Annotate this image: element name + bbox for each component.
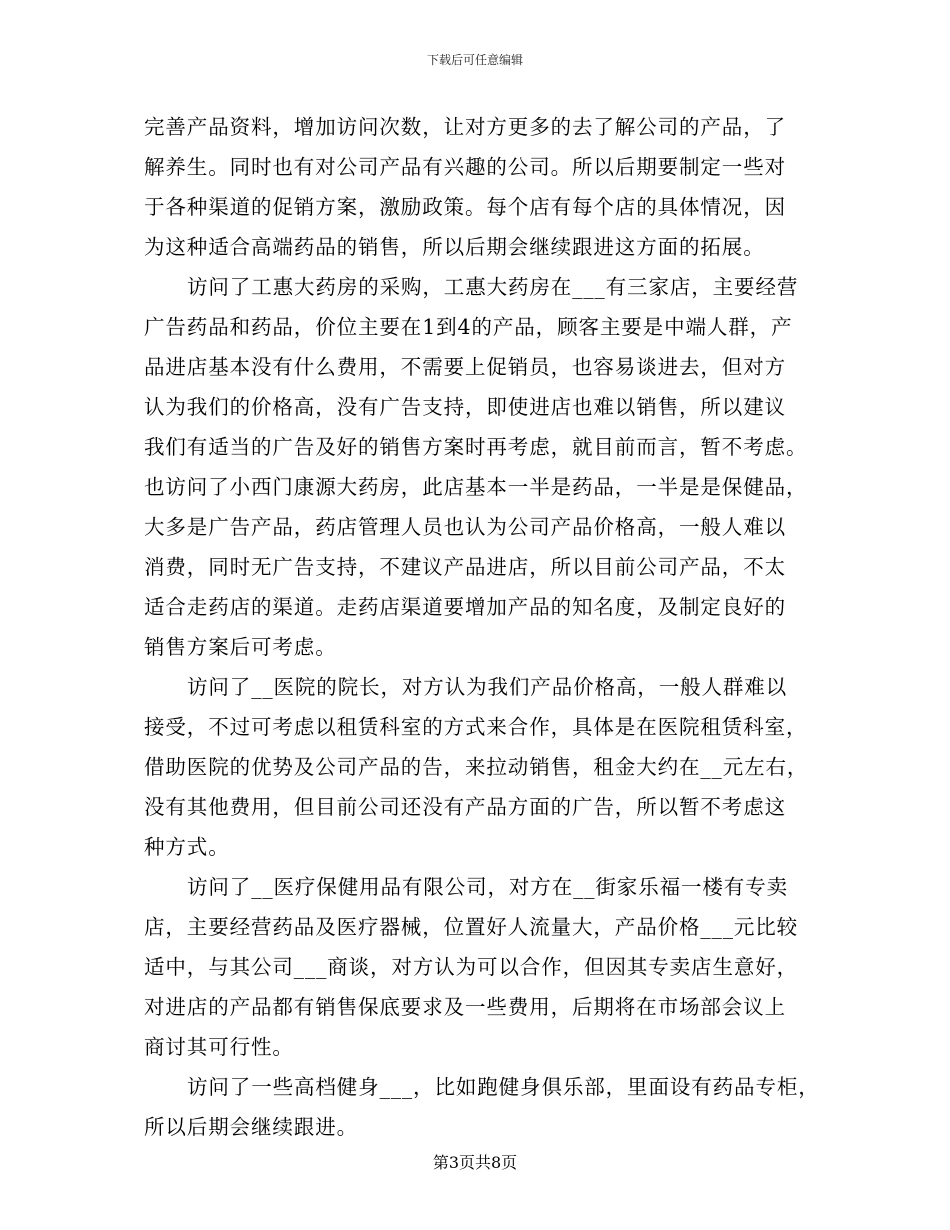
text-line: 广告药品和药品，价位主要在1到4的产品，顾客主要是中端人群，产	[144, 315, 793, 339]
paragraph-first-line: 访问了__医疗保健用品有限公司，对方在__街家乐福一楼有专卖	[187, 875, 788, 899]
text-line: 借助医院的优势及公司产品的告，来拉动销售，租金大约在__元左右，	[144, 755, 809, 779]
paragraph-first-line: 访问了__医院的院长，对方认为我们产品价格高，一般人群难以	[187, 675, 788, 699]
text-line: 完善产品资料，增加访问次数，让对方更多的去了解公司的产品，了	[144, 115, 786, 139]
page-number: 第3页共8页	[432, 1153, 518, 1172]
text-line: 解养生。同时也有对公司产品有兴趣的公司。所以后期要制定一些对	[144, 155, 786, 179]
text-line: 于各种渠道的促销方案，激励政策。每个店有每个店的具体情况，因	[144, 195, 786, 219]
text-line: 适中，与其公司___商谈，对方认为可以合作，但因其专卖店生意好，	[144, 955, 799, 979]
text-line: 商讨其可行性。	[144, 1035, 294, 1059]
text-line: 销售方案后可考虑。	[144, 635, 337, 659]
text-line: 接受，不过可考虑以租赁科室的方式来合作，具体是在医院租赁科室，	[144, 715, 808, 739]
text-line: 对进店的产品都有销售保底要求及一些费用，后期将在市场部会议上	[144, 995, 786, 1019]
text-line: 店，主要经营药品及医疗器械，位置好人流量大，产品价格___元比较	[144, 915, 799, 939]
text-line: 品进店基本没有什么费用，不需要上促销员，也容易谈进去，但对方	[144, 355, 786, 379]
text-line: 也访问了小西门康源大药房，此店基本一半是药品，一半是是保健品，	[144, 475, 808, 499]
text-line: 所以后期会继续跟进。	[144, 1115, 358, 1139]
text-line: 为这种适合高端药品的销售，所以后期会继续跟进这方面的拓展。	[144, 235, 765, 259]
text-line: 我们有适当的广告及好的销售方案时再考虑，就目前而言，暂不考虑。	[144, 435, 808, 459]
paragraph-first-line: 访问了工惠大药房的采购，工惠大药房在___有三家店，主要经营	[187, 275, 799, 299]
text-line: 认为我们的价格高，没有广告支持，即使进店也难以销售，所以建议	[144, 395, 786, 419]
text-line: 种方式。	[144, 835, 230, 859]
text-line: 大多是广告产品，药店管理人员也认为公司产品价格高，一般人难以	[144, 515, 786, 539]
paragraph-first-line: 访问了一些高档健身___，比如跑健身俱乐部，里面设有药品专柜，	[187, 1075, 820, 1099]
text-line: 消费，同时无广告支持，不建议产品进店，所以目前公司产品，不太	[144, 555, 786, 579]
text-line: 没有其他费用，但目前公司还没有产品方面的广告，所以暂不考虑这	[144, 795, 786, 819]
text-line: 适合走药店的渠道。走药店渠道要增加产品的知名度，及制定良好的	[144, 595, 786, 619]
document-body	[144, 107, 820, 1147]
page-header: 下载后可任意编辑	[426, 53, 523, 67]
